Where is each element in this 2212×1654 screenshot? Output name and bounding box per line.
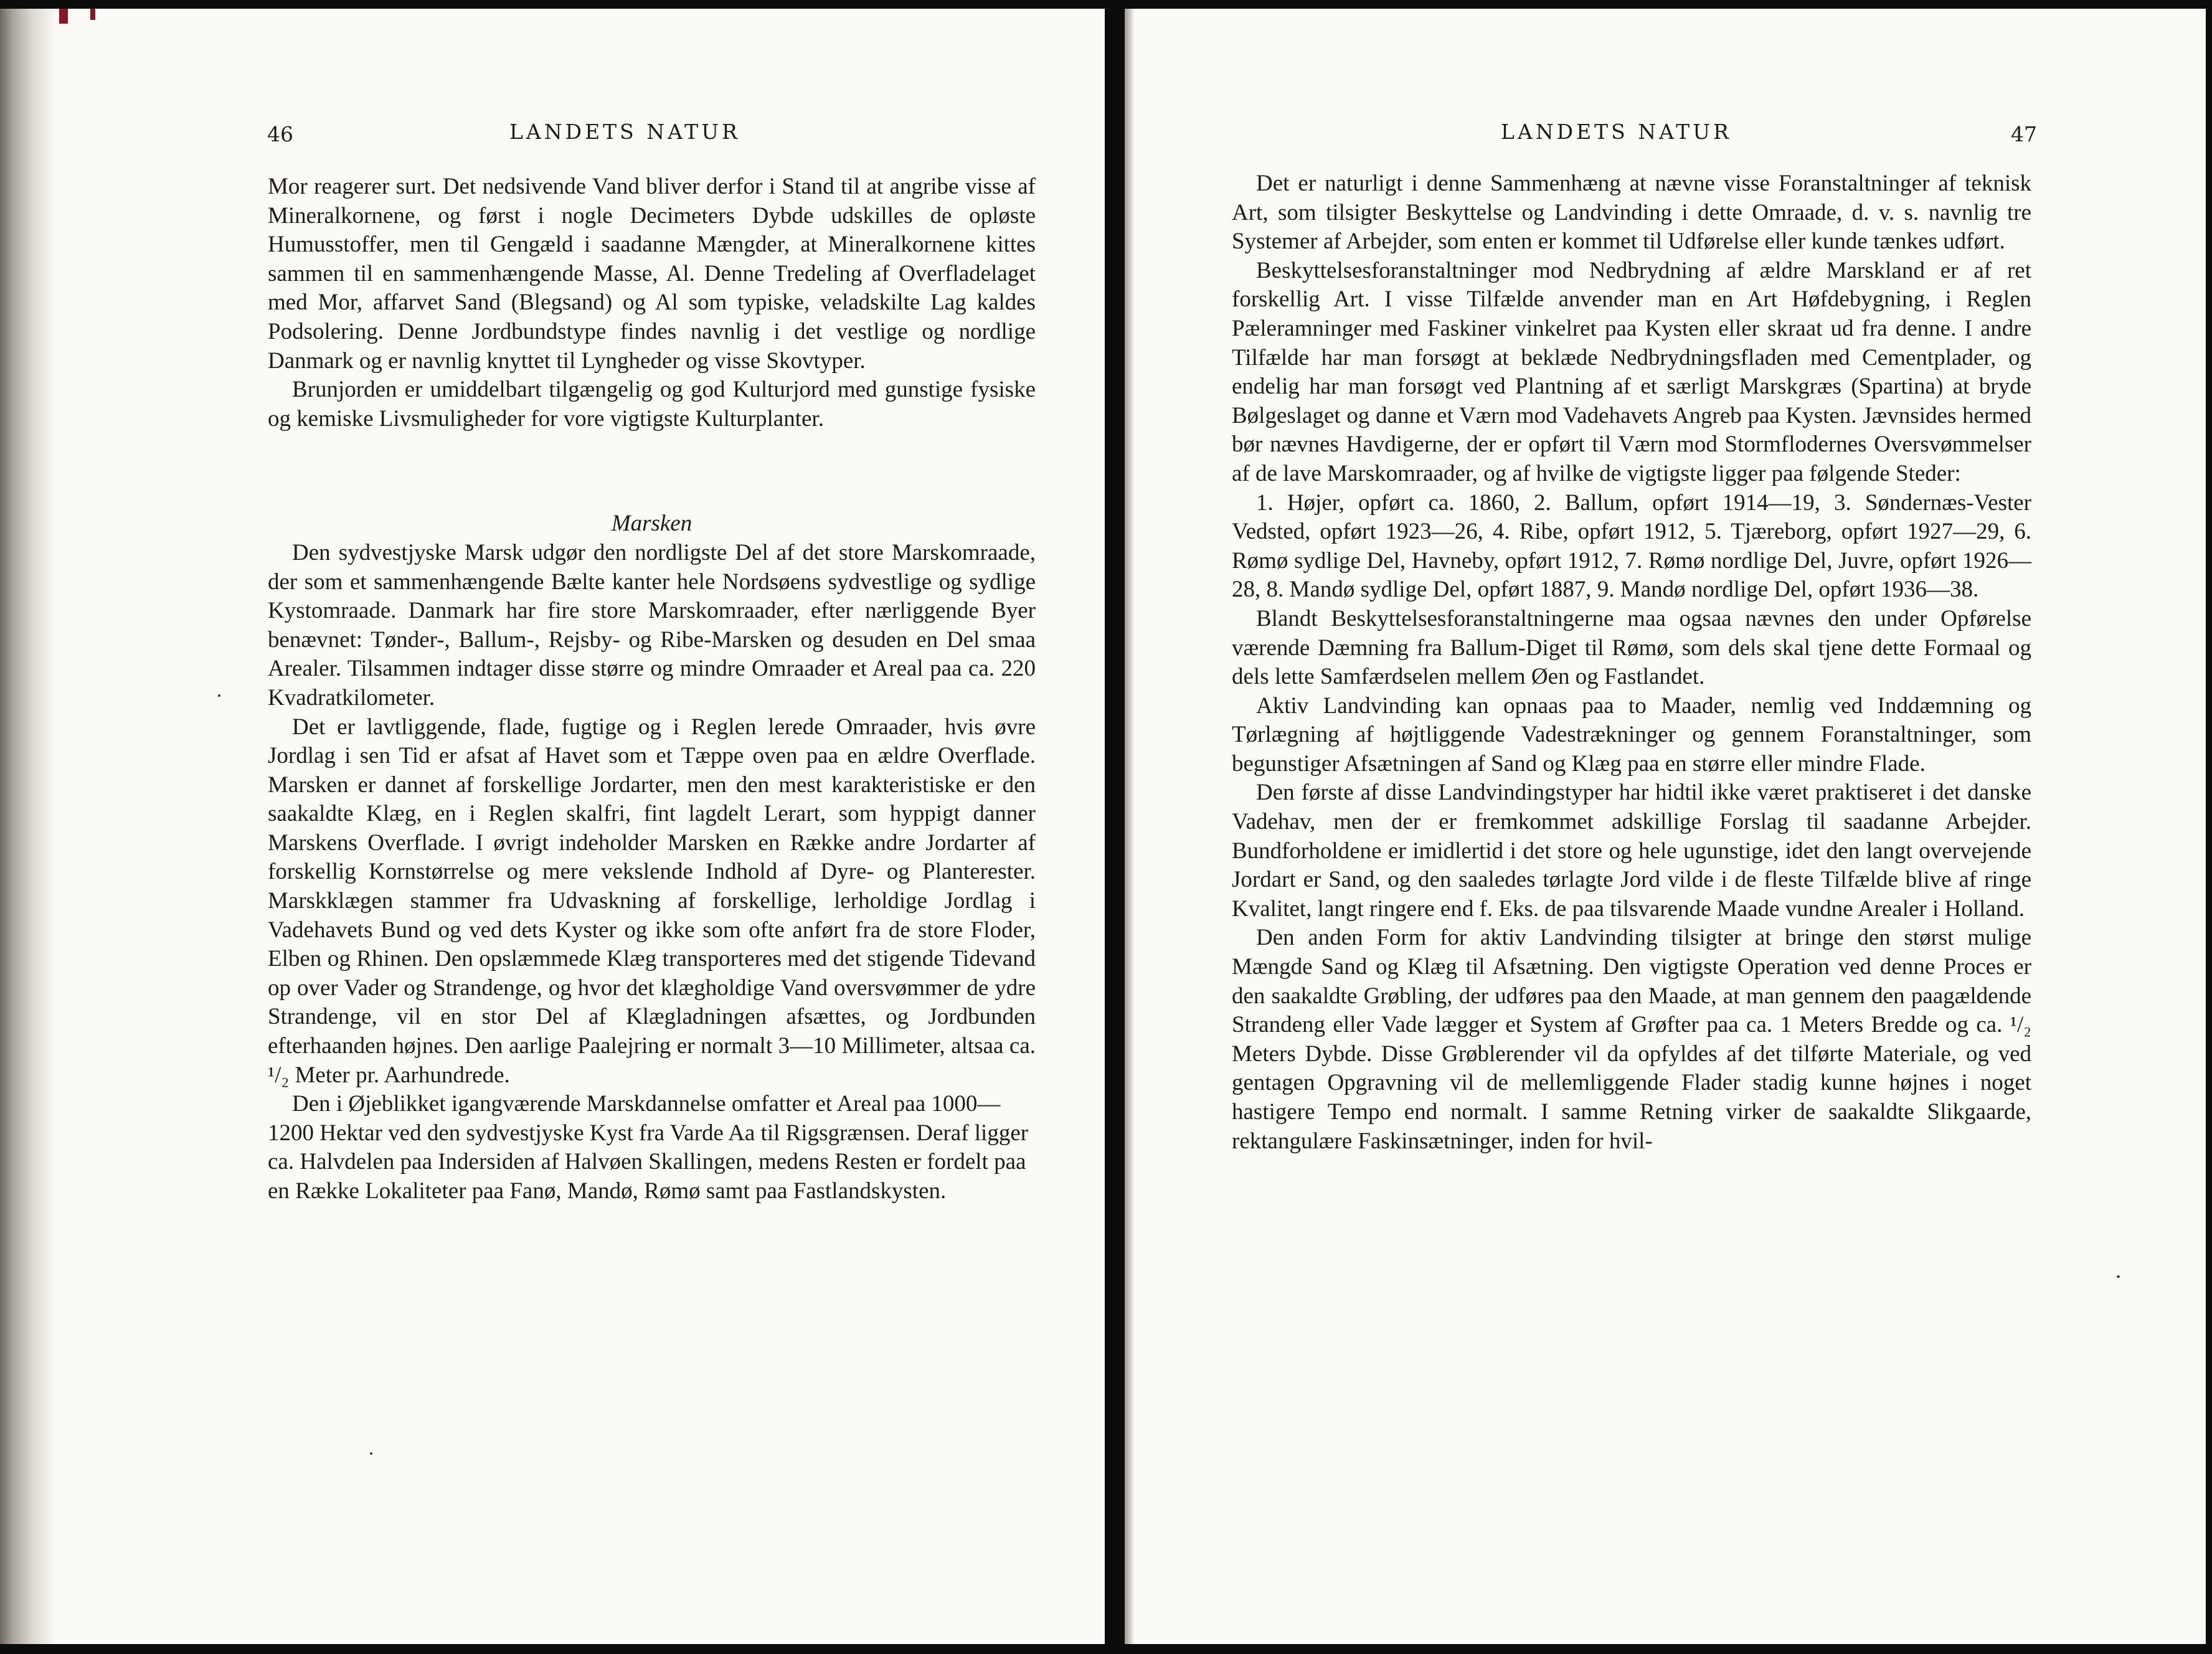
paragraph-2: Beskyttelsesforanstaltninger mod Nedbrydning af ældre Marskland er af ret forskellig Art. I visse Tilfælde anvender man en Art Høfdebygning, i Reglen Pæleramninger med Faskiner vinkelret paa Kysten eller skraat ud fra denne. I andre Tilfælde har man forsøgt at beklæde Nedbrydningsfladen med Cementplader, og endelig har man forsøgt ved Plantning af et særligt Marskgræs (Spartina) at bryde Bølgeslaget og danne et Værn mod Vadehavets Angreb paa Kysten. Jævnsides hermed bør nævnes Havdigerne, der er opført til Værn mod Stormflodernes Oversvømmelser af de lave Marskomraader, og af hvilke de vigtigste ligger paa følgende Steder: bbox=[1232, 257, 2031, 486]
paragraph-3: 1. Højer, opført ca. 1860, 2. Ballum, opført 1914—19, 3. Søndernæs-Vester Vedsted, opført 1923—26, 4. Ribe, opført 1912, 5. Tjæreborg, opført 1927—29, 6. Rømø sydlige Del, Havneby, opført 1912, 7. Rømø nordlige Del, Juvre, opført 1926—28, 8. Mandø sydlige Del, opført 1887, 9. Mandø nordlige Del, opført 1936—38. bbox=[1232, 489, 2031, 603]
paragraph-6: Den første af disse Landvindingstyper har hidtil ikke været praktiseret i det danske Vadehav, men der er fremkommet adskillige Forslag til saadanne Arbejder. Bundforholdene er imidlertid i det store og hele ugunstige, idet den langt overvejende Jordart er Sand, og den saaledes tørlagte Jord vilde i de fleste Tilfælde blive af ringe Kvalitet, langt ringere end f. Eks. de paa tilsvarende Maade vundne Arealer i Holland. bbox=[1232, 780, 2031, 922]
paper-speck bbox=[370, 1452, 372, 1455]
text-block-left bbox=[268, 172, 1036, 1206]
spine-shadow bbox=[1125, 9, 1135, 1644]
section-spacer bbox=[268, 433, 1036, 509]
right-page bbox=[1125, 9, 2206, 1644]
paragraph-4: Blandt Beskyttelsesforanstaltningerne maa ogsaa nævnes den under Opførelse værende Dæmning fra Ballum-Diget til Rømø, som dels skal tjene dette Formaal og dels lette Samfærdselen mellem Øen og Fastlandet. bbox=[1232, 605, 2031, 690]
red-tab-mark bbox=[59, 9, 68, 24]
paragraph-continuation: Mor reagerer surt. Det nedsivende Vand bliver derfor i Stand til at angribe visse af Mineralkornene, og først i nogle Decimeters Dybde udskilles de opløste Humusstoffer, men til Gengæld i saadanne Mængder, at Mineralkornene kittes sammen til en sammenhængende Masse, Al. Denne Tredeling af Overfladelaget med Mor, affarvet Sand (Blegsand) og Al som typiske, veladskilte Lag kaldes Podsolering. Denne Jordbundstype findes navnlig i det vestlige og nordlige Danmark og er navnlig knyttet til Lyngheder og visse Skovtyper. bbox=[268, 174, 1036, 374]
spine-shadow bbox=[0, 9, 56, 1644]
text-block-right bbox=[1232, 169, 2031, 1156]
paragraph-marsk-1: Den sydvestjyske Marsk udgør den nordligste Del af det store Marskomraade, der som et sammenhængende Bælte kanter hele Nordsøens sydvestlige og sydlige Kystomraade. Danmark har fire store Marskomraader, efter nærliggende Byer benævnet: Tønder-, Ballum-, Rejsby- og Ribe-Marsken og desuden en Del smaa Arealer. Tilsammen indtager disse større og mindre Omraader et Areal paa ca. 220 Kvadratkilometer. bbox=[268, 539, 1036, 711]
section-heading-marsken: Marsken bbox=[611, 511, 692, 537]
page-number-left: 46 bbox=[267, 122, 293, 146]
left-page bbox=[0, 9, 1105, 1644]
paragraph-5: Aktiv Landvinding kan opnaas paa to Maader, nemlig ved Inddæmning og Tørlægning af højtliggende Vadestrækninger og gennem Foranstaltninger, som begunstiger Afsætningen af Sand og Klæg paa en større eller mindre Flade. bbox=[1232, 692, 2031, 777]
paragraph-1: Det er naturligt i denne Sammenhæng at nævne visse Foranstaltninger af teknisk Art, som tilsigter Beskyttelse og Landvinding i dette Omraade, d. v. s. navnlig tre Systemer af Arbejder, som enten er kommet til Udførelse eller kunde tænkes udført. bbox=[1232, 171, 2031, 255]
paragraph-7: Den anden Form for aktiv Landvinding tilsigter at bringe den størst mulige Mængde Sand og Klæg til Afsætning. Den vigtigste Operation ved denne Proces er den saakaldte Grøbling, der udføres paa den Maade, at man gennem den paagældende Strandeng eller Vade lægger et System af Grøfter paa ca. 1 Meters Bredde og ca. ¹/₂ Meters Dybde. Disse Grøblerender vil da opfyldes af det tilførte Materiale, og ved gentagen Opgravning vil de mellemliggende Flader stadig kunne højnes i noget hastigere Tempo end normalt. I samme Retning virker de saakaldte Slikgaarde, rektangulære Faskinsætninger, inden for hvil- bbox=[1232, 925, 2031, 1154]
paper-speck bbox=[2117, 1275, 2120, 1278]
paragraph-brunjorden: Brunjorden er umiddelbart tilgængelig og god Kulturjord med gunstige fysiske og kemiske Livsmuligheder for vore vigtigste Kulturplanter. bbox=[268, 377, 1036, 432]
page-number-right: 47 bbox=[2011, 122, 2037, 146]
running-head-right: LANDETS NATUR bbox=[1501, 120, 1732, 144]
paper-speck bbox=[218, 694, 220, 697]
paragraph-marsk-3: Den i Øjeblikket igangværende Marskdannelse omfatter et Areal paa 1000—1200 Hektar ved den sydvestjyske Kyst fra Varde Aa til Rigsgrænsen. Deraf ligger ca. Halvdelen paa Indersiden af Halvøen Skallingen, medens Resten er fordelt paa en Række Lokaliteter paa Fanø, Mandø, Rømø samt paa Fastlandskysten. bbox=[268, 1091, 1029, 1204]
paragraph-marsk-2: Det er lavtliggende, flade, fugtige og i Reglen lerede Omraader, hvis øvre Jordlag i sen Tid er afsat af Havet som et Tæppe oven paa en ældre Overflade. Marsken er dannet af forskellige Jordarter, men den mest karakteristiske er den saakaldte Klæg, en i Reglen skalfri, fint lagdelt Lerart, som hyppigt danner Marskens Overflade. I øvrigt indeholder Marsken en Række andre Jordarter af forskellig Kornstørrelse og mere vekslende Indhold af Dyre- og Planterester. Marskklægen stammer fra Udvaskning af forskellige, lerholdige Jordlag i Vadehavets Bund og ved dets Kyster og ikke som ofte anført fra de store Floder, Elben og Rhinen. Den opslæmmede Klæg transporteres med det stigende Tidevand op over Vader og Strandenge, og hvor det klægholdige Vand oversvømmer de ydre Strandenge, vil en stor Del af Klægladningen afsættes, og Jordbunden efterhaanden højnes. Den aarlige Paalejring er normalt 3—10 Millimeter, altsaa ca. ¹/₂ Meter pr. Aarhundrede. bbox=[268, 714, 1036, 1088]
running-head-left: LANDETS NATUR bbox=[509, 120, 740, 144]
red-tab-mark bbox=[90, 9, 95, 20]
